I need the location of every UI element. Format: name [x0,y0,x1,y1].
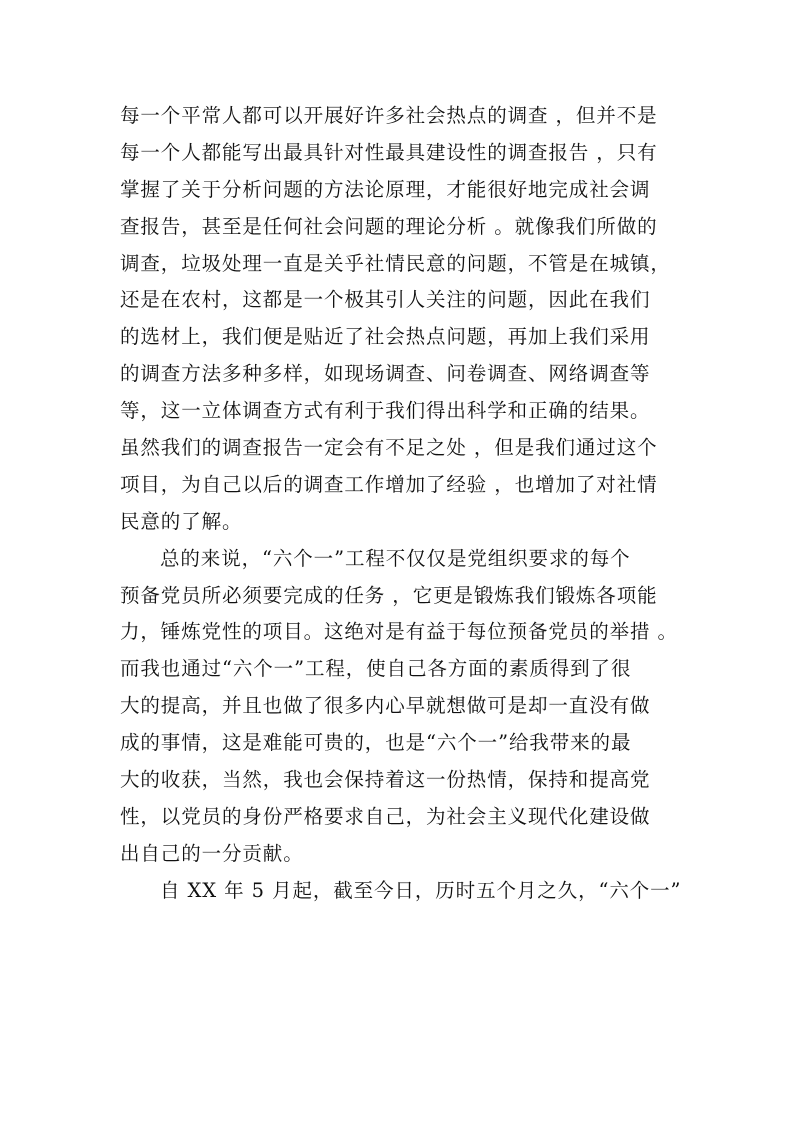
text-line: 等，这一立体调查方式有利于我们得出科学和正确的结果。 [120,399,651,423]
text-line: 民意的了解。 [120,509,243,533]
paragraph-start-line: 总的来说，“六个一”工程不仅仅是党组织要求的每个 [160,546,631,570]
paragraph-start-line: 自 XX 年 5 月起，截至今日，历时五个月之久，“六个一” [160,878,682,902]
text-line: 的调查方法多种多样，如现场调查、问卷调查、网络调查等 [120,362,651,386]
text-line: 还是在农村，这都是一个极其引人关注的问题，因此在我们 [120,288,651,312]
text-line: 调查，垃圾处理一直是关乎社情民意的问题，不管是在城镇， [120,251,671,275]
text-line: 虽然我们的调查报告一定会有不足之处 ，但是我们通过这个 [120,436,658,460]
body-text [120,98,688,910]
text-line: 大的收获，当然，我也会保持着这一份热情，保持和提高党 [120,768,651,792]
text-line: 掌握了关于分析问题的方法论原理，才能很好地完成社会调 [120,177,651,201]
text-line: 的选材上，我们便是贴近了社会热点问题，再加上我们采用 [120,325,651,349]
text-line: 性，以党员的身份严格要求自己，为社会主义现代化建设做 [120,804,651,828]
text-line: 每一个平常人都可以开展好许多社会热点的调查 ，但并不是 [120,104,658,127]
text-line: 每一个人都能写出最具针对性最具建设性的调查报告 ，只有 [120,140,658,164]
text-line: 出自己的一分贡献。 [120,841,304,865]
text-line: 预备党员所必须要完成的任务 ，它更是锻炼我们锻炼各项能 [120,583,658,607]
text-line: 项目，为自己以后的调查工作增加了经验 ，也增加了对社情 [120,472,658,496]
text-line: 而我也通过“六个一”工程，使自己各方面的素质得到了很 [120,657,632,681]
text-line: 力，锤炼党性的项目。这绝对是有益于每位预备党员的举措 。 [120,620,678,644]
text-line: 查报告，甚至是任何社会问题的理论分析 。就像我们所做的 [120,214,658,238]
text-line: 大的提高，并且也做了很多内心早就想做可是却一直没有做 [120,694,651,718]
text-line: 成的事情，这是难能可贵的，也是“六个一”给我带来的最 [120,731,632,755]
